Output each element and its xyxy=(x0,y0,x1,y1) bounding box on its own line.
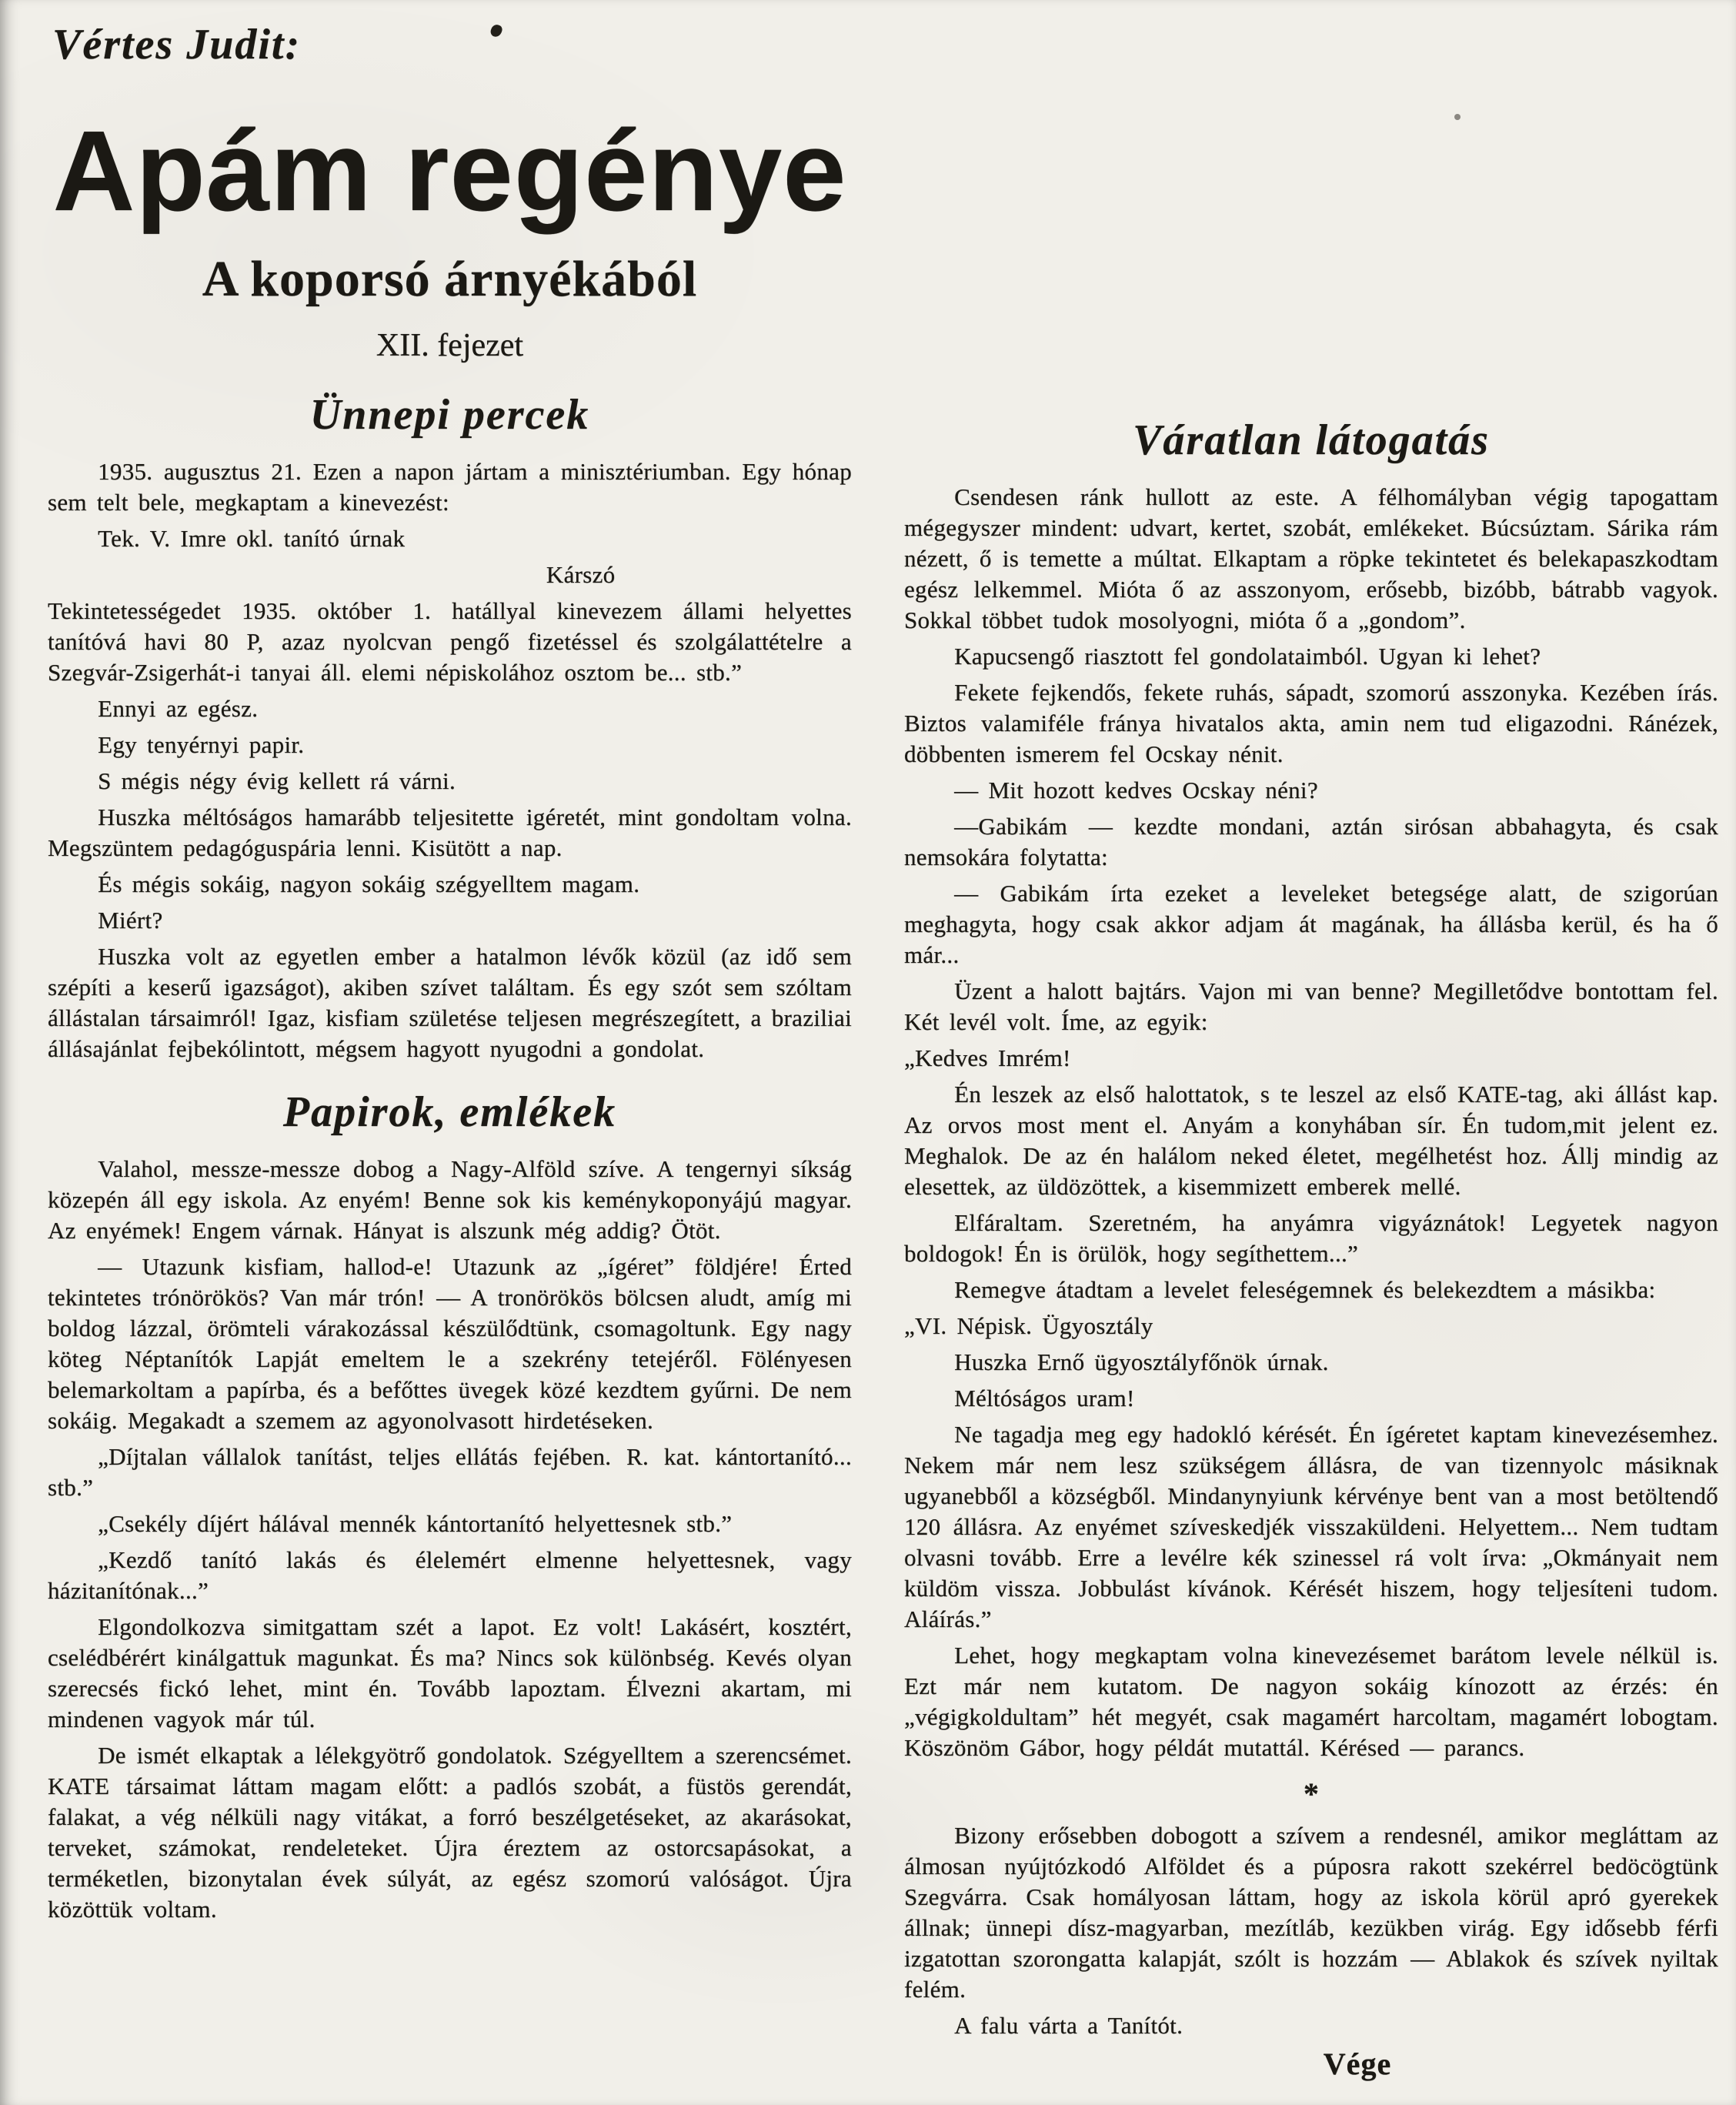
paragraph: Kárszó xyxy=(546,560,616,588)
paragraph: — Mit hozott kedves Ocskay néni? xyxy=(954,777,1318,804)
paragraph: Kapucsengő riasztott fel gondolataimból. Ugyan ki lehet? xyxy=(954,643,1541,670)
paragraph: Huszka volt az egyetlen ember a hatalmon lévők közül (az idő sem szépíti a keserű igazságot), akiben szívet találtam. És egy szót sem szóltam állástalan társaimról! Igaz, kisfiam születése teljesen megrészegített, a braziliai állásajánlat fejbekólintott, mégsem hagyott nyugodni a gondolat. xyxy=(48,942,852,1062)
paragraph: Fekete fejkendős, fekete ruhás, sápadt, szomorú asszonyka. Kezében írás. Biztos valamiféle fránya hivatalos akta, amin nem tud eligazodni. Ránézek, döbbenten ismerem fel Ocskay nénit. xyxy=(904,679,1718,767)
right-column xyxy=(904,0,1718,2085)
paragraph: Üzent a halott bajtárs. Vajon mi van benne? Megilletődve bontottam fel. Két levél volt. Íme, az egyik: xyxy=(904,977,1718,1035)
paragraph: „Csekély díjért hálával mennék kántortanító helyettesnek stb.” xyxy=(98,1509,733,1537)
paragraph: —Gabikám — kezdte mondani, aztán sirósan abbahagyta, és csak nemsokára folytatta: xyxy=(904,813,1718,870)
ending-label: Vége xyxy=(1323,2047,1392,2081)
paragraph: Én leszek az első halottatok, s te leszel az első KATE-tag, aki állást kap. Az orvos most ment el. Anyám a konyhában sír. Én tudom,mit jelent ez. Meghalok. De az én halálom neked életet, megélhetést hoz. Állj mindig az elesettek, az üldözöttek, a kisemmizett emberek mellé. xyxy=(904,1081,1718,1200)
paragraph: 1935. augusztus 21. Ezen a napon jártam a minisztériumban. Egy hónap sem telt bele, megkaptam a kinevezést: xyxy=(48,457,852,516)
paragraph: Csendesen ránk hullott az este. A félhomályban végig tapogattam mégegyszer mindent: udvart, kertet, szobát, emlékeket. Búcsúztam. Sárika rám nézett, ő is temette a múltat. Elkaptam a röpke tekintetet és belekapaszkodtam egész lelkemmel. Mióta ő az asszonyom, erősebb, bizóbb, bátrabb vagyok. Sokkal többet tudok mosolyogni, mióta ő a „gondom”. xyxy=(904,483,1718,633)
paragraph: Tek. V. Imre okl. tanító úrnak xyxy=(98,524,406,552)
left-column xyxy=(48,0,852,1930)
paragraph: De ismét elkaptak a lélekgyötrő gondolatok. Szégyelltem a szerencsémet. KATE társaimat láttam magam előtt: a padlós szobát, a füstös gerendát, falakat, a vég nélküli nagy vitákat, a forró beszélgetéseket, az akarásokat, terveket, számokat, rendeleteket. Újra éreztem az ostorcsapásokat, a terméketlen, bizonytalan évek súlyát, az egész szomorú valóságot. Újra közöttük voltam. xyxy=(48,1741,852,1923)
section-separator-star: * xyxy=(1303,1776,1320,1811)
article-subtitle: A koporsó árnyékából xyxy=(202,250,698,307)
author-byline: Vértes Judit: xyxy=(52,21,302,68)
paragraph: „Kezdő tanító lakás és élelemért elmenne helyettesnek, vagy házitanítónak...” xyxy=(48,1545,852,1604)
paragraph: „Kedves Imrém! xyxy=(904,1044,1071,1071)
paragraph: Tekintetességedet 1935. október 1. hatállyal kinevezem állami helyettes tanítóvá havi 80 P, azaz nyolcvan pengő fizetéssel és szolgálattételre a Szegvár-Zsigerhát-i tanyai áll. elemi népiskolához osztom be... stb.” xyxy=(48,596,852,686)
paragraph: Remegve átadtam a levelet feleségemnek és belekezdtem a másikba: xyxy=(954,1276,1656,1303)
paragraph: Huszka Ernő ügyosztályfőnök úrnak. xyxy=(954,1348,1329,1375)
section-heading-papirok-emlekek: Papirok, emlékek xyxy=(282,1088,617,1136)
paragraph: „VI. Népisk. Ügyosztály xyxy=(904,1312,1153,1339)
paragraph: — Gabikám írta ezeket a leveleket betegsége alatt, de szigorúan meghagyta, hogy csak akkor adjam át magának, ha állásba kerül, és ha ő már... xyxy=(904,880,1718,968)
chapter-label: XII. fejezet xyxy=(376,327,524,363)
paragraph: „Díjtalan vállalok tanítást, teljes ellátás fejében. R. kat. kántortanító... stb.” xyxy=(48,1442,852,1501)
paragraph: Egy tenyérnyi papir. xyxy=(98,730,305,758)
paragraph: Bizony erősebben dobogott a szívem a rendesnél, amikor megláttam az álmosan nyújtózkodó Alföldet és a púposra rakott szekérrel bedöcögtünk Szegvárra. Csak homályosan láttam, hogy az iskola körül apró gyerekek állnak; ünnepi dísz-magyarban, mezítláb, kezükben virág. Egy idősebb férfi izgatottan szorongatta kalapját, szólt is hozzám — Ablakok és szívek nyiltak felém. xyxy=(904,1822,1718,2003)
article-title: Apám regénye xyxy=(52,108,847,235)
paragraph: Ennyi az egész. xyxy=(98,694,259,722)
paragraph: A falu várta a Tanítót. xyxy=(954,2012,1183,2039)
paragraph: Ne tagadja meg egy hadokló kérését. Én ígéretet kaptam kinevezésemhez. Nekem már nem lesz szükségem állásra, de van tizennyolc másiknak ugyanebből a községből. Mindanynyiunk kérvénye bent van a most betöltendő 120 állásra. Az enyémet szíveskedjék visszaküldeni. Helyettem... Nem tudtam olvasni tovább. Erre a levélre kék szinessel rá volt írva: „Okmányait nem küldöm vissza. Jobbulást kívánok. Kérését hiszem, hogy teljesíteni tudom. Aláírás.” xyxy=(904,1421,1718,1632)
paragraph: Elgondolkozva simitgattam szét a lapot. Ez volt! Lakásért, kosztért, cselédbérért kinálgattuk magunkat. És ma? Nincs sok különbség. Kevés olyan szerecsés fickó lehet, mint én. Tovább lapoztam. Élvezni akartam, mi mindenen vagyok már túl. xyxy=(48,1612,852,1732)
paragraph: Lehet, hogy megkaptam volna kinevezésemet barátom levele nélkül is. Ezt már nem kutatom. De nagyon sokáig kínozott az érzés: én „végigkoldultam” hét megyét, csak magamért harcoltam, magamért lobogtam. Köszönöm Gábor, hogy példát mutattál. Kérésed — parancs. xyxy=(904,1642,1718,1761)
paragraph: És mégis sokáig, nagyon sokáig szégyelltem magam. xyxy=(98,870,640,897)
paragraph: Elfáraltam. Szeretném, ha anyámra vigyáznátok! Legyetek nagyon boldogok! Én is örülök, hogy segíthettem...” xyxy=(904,1209,1718,1267)
section-heading-unnepi-percek: Ünnepi percek xyxy=(309,390,590,439)
paragraph: Miért? xyxy=(98,906,163,934)
paragraph: — Utazunk kisfiam, hallod-e! Utazunk az „ígéret” földjére! Érted tekintetes trónörökös? Van már trón! — A tronörökös bölcsen aludt, amíg mi boldog lázzal, örömteli várakozással készülődtünk, csomagoltunk. Egy nagy köteg Néptanítók Lapját emeltem le a szekrény tetejéről. Fölényesen belemarkoltam a papírba, és a befőttes üvegek közé kezdtem gyűrni. De nem sokáig. Megakadt a szemem az agyonolvasott hirdetéseken. xyxy=(48,1252,852,1434)
section-heading-varatlan-latogatas: Váratlan látogatás xyxy=(1133,416,1490,464)
paragraph: Huszka méltóságos hamarább teljesitette igéretét, mint gondoltam volna. Megszüntem pedagóguspária lenni. Kisütött a nap. xyxy=(48,803,852,861)
paragraph: S mégis négy évig kellett rá várni. xyxy=(98,767,456,794)
paragraph: Méltóságos uram! xyxy=(954,1385,1135,1412)
paragraph: Valahol, messze-messze dobog a Nagy-Alföld szíve. A tengernyi síkság közepén áll egy iskola. Az enyém! Benne sok kis keménykoponyájú magyar. Az enyémek! Engem várnak. Hányat is alszunk még addig? Ötöt. xyxy=(48,1154,852,1244)
